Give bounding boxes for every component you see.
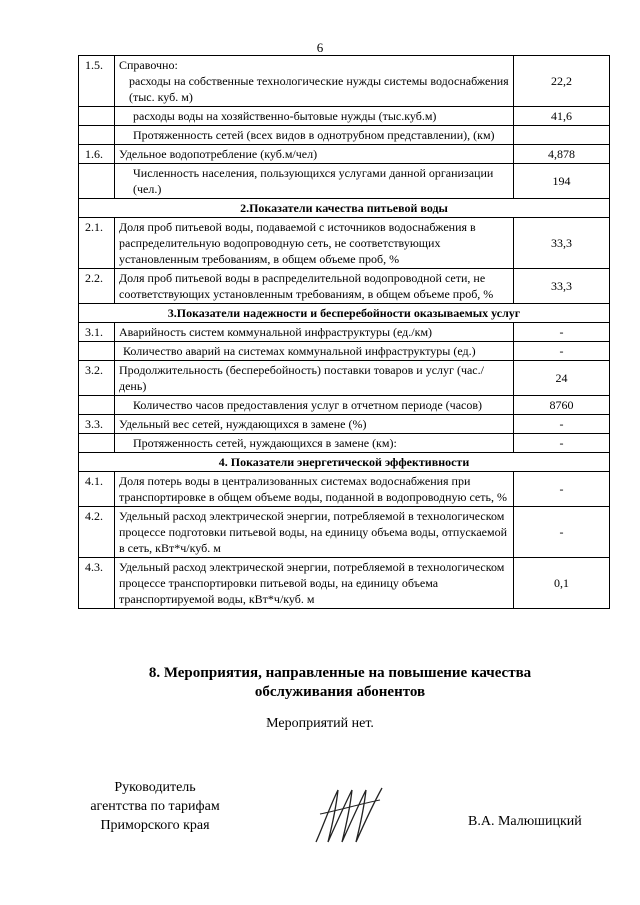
indicator-name: расходы воды на хозяйственно-бытовые нужды (тыс.куб.м) xyxy=(115,107,514,126)
indicator-line: Аварийность систем коммунальной инфраструктуры (ед./км) xyxy=(119,325,433,339)
table-row xyxy=(79,323,610,342)
table-row xyxy=(79,164,610,199)
indicator-line: расходы на собственные технологические нужды системы водоснабжения (тыс. куб. м) xyxy=(129,74,509,104)
row-number: 3.1. xyxy=(79,323,115,342)
indicator-value: 33,3 xyxy=(514,218,610,269)
indicator-value: - xyxy=(514,472,610,507)
indicator-value xyxy=(514,126,610,145)
table-row xyxy=(79,56,610,107)
section-title: 2.Показатели качества питьевой воды xyxy=(79,199,610,218)
indicator-name xyxy=(115,56,514,107)
table-row xyxy=(79,218,610,269)
row-number: 3.3. xyxy=(79,415,115,434)
indicator-line: Удельное водопотребление (куб.м/чел) xyxy=(119,147,318,161)
indicator-name: Протяженность сетей, нуждающихся в замене (км): xyxy=(115,434,514,453)
indicator-value: - xyxy=(514,415,610,434)
section-title: 3.Показатели надежности и бесперебойности оказываемых услуг xyxy=(79,304,610,323)
indicator-value: 0,1 xyxy=(514,558,610,609)
indicator-name: Численность населения, пользующихся услугами данной организации (чел.) xyxy=(115,164,514,199)
indicator-name xyxy=(115,323,514,342)
indicators-table xyxy=(78,55,610,609)
section-row xyxy=(79,453,610,472)
table-row xyxy=(79,434,610,453)
table-row xyxy=(79,507,610,558)
indicator-value: 194 xyxy=(514,164,610,199)
row-number: 2.2. xyxy=(79,269,115,304)
indicator-value: 4,878 xyxy=(514,145,610,164)
indicator-name xyxy=(115,218,514,269)
indicator-line: Справочно: xyxy=(119,58,178,72)
indicator-line: Удельный расход электрической энергии, потребляемой в технологическом процессе подготовки питьевой воды, на единицу объема воды, отпускаемой в сеть, кВт*ч/куб. м xyxy=(119,509,507,555)
section-row xyxy=(79,304,610,323)
section-8-title-line1: 8. Мероприятия, направленные на повышение качества xyxy=(148,665,532,681)
table-row xyxy=(79,269,610,304)
indicator-line: Продолжительность (бесперебойность) поставки товаров и услуг (час./день) xyxy=(119,363,484,393)
indicator-name xyxy=(115,507,514,558)
table-row xyxy=(79,472,610,507)
table-row xyxy=(79,415,610,434)
indicator-line: Удельный расход электрической энергии, потребляемой в технологическом процессе транспортировки питьевой воды, на единицу объема транспортируемой воды, кВт*ч/куб. м xyxy=(119,560,505,606)
table-row xyxy=(79,126,610,145)
indicator-name xyxy=(115,558,514,609)
indicator-name xyxy=(115,415,514,434)
row-number xyxy=(79,164,115,199)
row-number: 4.1. xyxy=(79,472,115,507)
row-number xyxy=(79,396,115,415)
row-number: 4.3. xyxy=(79,558,115,609)
table-row xyxy=(79,558,610,609)
signer-name: В.А. Малюшицкий xyxy=(468,814,582,829)
page-number: 6 xyxy=(316,40,324,55)
indicator-value: - xyxy=(514,342,610,361)
indicator-value: - xyxy=(514,507,610,558)
indicator-name xyxy=(115,145,514,164)
indicator-value: 41,6 xyxy=(514,107,610,126)
section-title: 4. Показатели энергетической эффективности xyxy=(79,453,610,472)
indicator-value: - xyxy=(514,323,610,342)
signer-position-line1: Руководитель xyxy=(114,780,196,795)
indicator-name xyxy=(115,269,514,304)
row-number: 3.2. xyxy=(79,361,115,396)
indicator-value: 22,2 xyxy=(514,56,610,107)
row-number: 1.6. xyxy=(79,145,115,164)
handwritten-signature xyxy=(310,784,390,846)
indicator-name: Количество аварий на системах коммунальной инфраструктуры (ед.) xyxy=(115,342,514,361)
signer-position-line2: агентства по тарифам xyxy=(90,799,220,814)
signer-position-line3: Приморского края xyxy=(100,818,210,833)
indicator-line: Доля потерь воды в централизованных системах водоснабжения при транспортировке в общем объеме воды, поданной в водопроводную сеть, % xyxy=(119,474,507,504)
section-8-body: Мероприятий нет. xyxy=(266,716,374,731)
row-number: 2.1. xyxy=(79,218,115,269)
indicator-name xyxy=(115,472,514,507)
row-number xyxy=(79,342,115,361)
indicator-line: Доля проб питьевой воды в распределительной водопроводной сети, не соответствующих установленным требованиям, в общем объеме проб, % xyxy=(119,271,494,301)
indicator-value: 8760 xyxy=(514,396,610,415)
row-number: 1.5. xyxy=(79,56,115,107)
section-8-heading xyxy=(80,664,600,702)
row-number xyxy=(79,126,115,145)
indicator-name: Протяженность сетей (всех видов в однотрубном представлении), (км) xyxy=(115,126,514,145)
table-row xyxy=(79,396,610,415)
table-row xyxy=(79,361,610,396)
indicator-name xyxy=(115,361,514,396)
table-row xyxy=(79,145,610,164)
indicator-line: Доля проб питьевой воды, подаваемой с источников водоснабжения в распределительную водопроводную сеть, не соответствующих установленным требованиям, в общем объеме проб, % xyxy=(119,220,476,266)
table-row xyxy=(79,342,610,361)
indicator-value: 24 xyxy=(514,361,610,396)
signer-position xyxy=(60,778,250,835)
indicator-line: Удельный вес сетей, нуждающихся в замене (%) xyxy=(119,417,367,431)
table-row xyxy=(79,107,610,126)
section-row xyxy=(79,199,610,218)
indicator-value: - xyxy=(514,434,610,453)
indicator-value: 33,3 xyxy=(514,269,610,304)
section-8-title-line2: обслуживания абонентов xyxy=(254,684,426,700)
row-number: 4.2. xyxy=(79,507,115,558)
row-number xyxy=(79,434,115,453)
indicator-name: Количество часов предоставления услуг в отчетном периоде (часов) xyxy=(115,396,514,415)
row-number xyxy=(79,107,115,126)
